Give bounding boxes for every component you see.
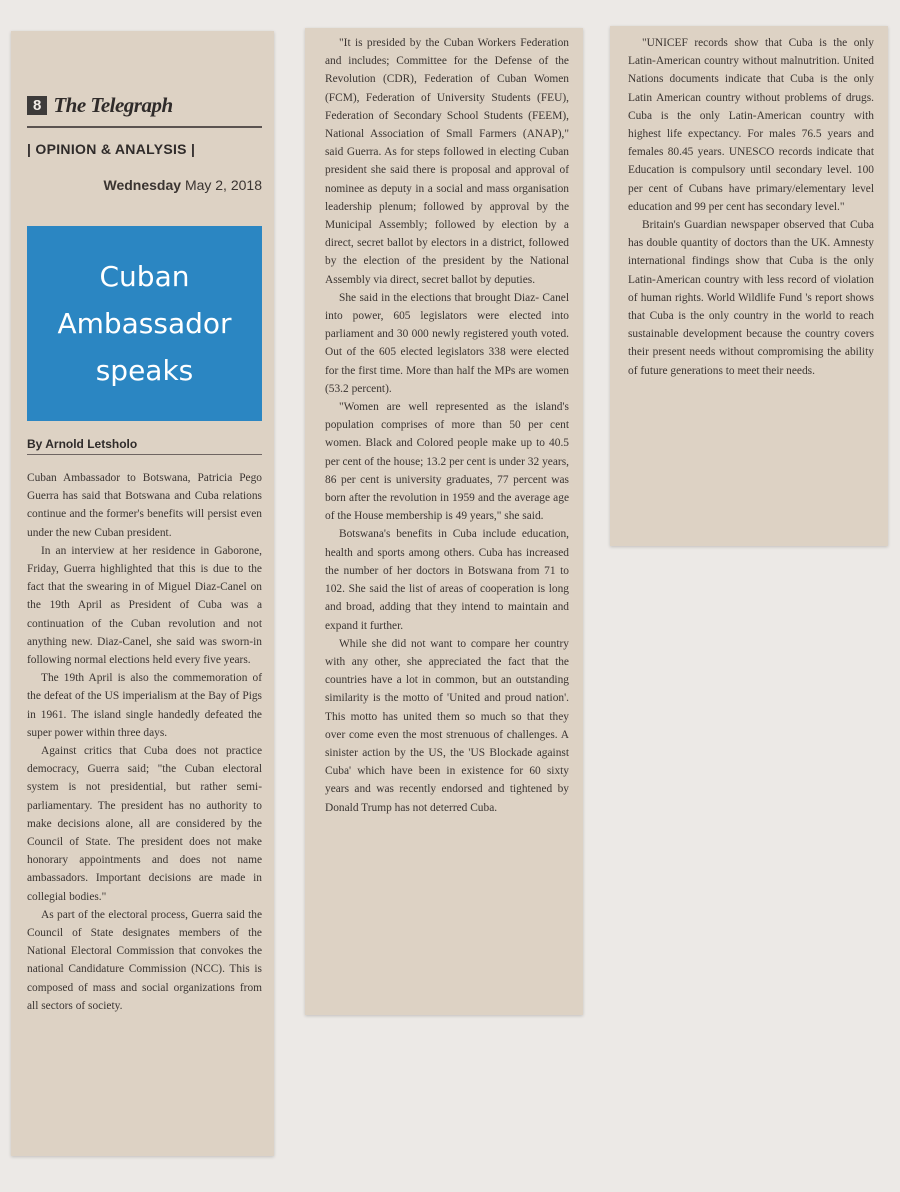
article-column-2 (325, 34, 569, 817)
paragraph: In an interview at her residence in Gaborone, Friday, Guerra highlighted that this is due to the fact that the swearing in of Miguel Diaz-Canel on the 19th April as President of Cuba was a continuation of the Cuban revolution and not anything new. Diaz-Canel, she said was sworn-in following normal elections held every five years. (27, 544, 262, 667)
page-number: 8 (27, 96, 47, 115)
headline-line-1: Cuban (99, 260, 190, 293)
paragraph: Cuban Ambassador to Botswana, Patricia Pego Guerra has said that Botswana and Cuba relations continue and the former's benefits will persist even under the new Cuban president. (27, 472, 262, 539)
date-day: Wednesday (103, 177, 182, 193)
masthead-rule (27, 126, 262, 128)
paragraph: As part of the electoral process, Guerra said the Council of State designates members of the National Electoral Commission that convokes the national Candidature Commission (NCC). This is composed of mass and social organizations from all sectors of society. (27, 908, 262, 1012)
article-column-1 (27, 469, 262, 1015)
paragraph: Britain's Guardian newspaper observed that Cuba has double quantity of doctors than the UK. Amnesty international findings show that Cuba is the only Latin-American country with less record of violation of human rights. World Wildlife Fund 's report shows that Cuba is the only country in the world to reach sustainable development because the country covers their present needs without compromising the ability of future generations to meet their needs. (628, 219, 874, 377)
headline-box (27, 226, 262, 421)
paragraph: "UNICEF records show that Cuba is the only Latin-American country without malnutrition. United Nations documents indicate that Cuba is the only Latin American country without problems of drugs. Cuba is the only Latin-American country with highest life expectancy. For males 76.5 years and females 80.45 years. UNESCO records indicate that Education is compulsory until secondary level. 100 per cent of Cubans have primary/elementary level education and 99 per cent has secondary level." (628, 37, 874, 213)
article-clipping-2 (305, 28, 583, 1015)
paragraph: The 19th April is also the commemoration of the defeat of the US imperialism at the Bay of Pigs in 1961. The island single handedly defeated the super power within three days. (27, 672, 262, 739)
paragraph: Against critics that Cuba does not practice democracy, Guerra said; "the Cuban electoral system is not presidential, but rather semi-parliamentary. The president has no authority to make decisions alone, all are considered by the Council of State. The president does not make honorary appointments and does not name ambassadors. Important decisions are made in collegial bodies." (27, 745, 262, 903)
headline-line-3: speaks (95, 354, 194, 387)
paragraph: "It is presided by the Cuban Workers Federation and includes; Committee for the Defense of the Revolution (CDR), Federation of Cuban Women (FCM), Federation of University Students (FEU), Federation of Secondary School Students (FEEM), National Association of Small Farmers (ANAP)," said Guerra. As for steps followed in electing Cuban president she said there is proposal and approval of nominee as deputy in a social and mass organisation leadership plenum; followed by approval by the Municipal Assembly; followed by election by a direct, secret ballot by electors in a district, followed by the election of the president by the National Assembly via direct, secret ballot by deputies. (325, 37, 569, 286)
publication-date (27, 177, 262, 193)
paragraph: Botswana's benefits in Cuba include education, health and sports among others. Cuba has increased the number of her doctors in Botswana from 71 to 102. She said the list of areas of cooperation is long and broad, adding that they intend to maintain and expand it further. (325, 528, 569, 632)
headline-line-2: Ambassador (57, 307, 232, 340)
newspaper-name: The Telegraph (53, 93, 173, 117)
paragraph: While she did not want to compare her country with any other, she appreciated the fact that the countries have a lot in common, but an outstanding similarity is the motto of 'United and proud nation'. This motto has united them so much so that they over come even the most strenuous of challenges. A sinister action by the US, the 'US Blockade against Cuba' which have been in existence for 60 sixty years and was recently endorsed and tightened by Donald Trump has not deterred Cuba. (325, 637, 569, 814)
paragraph: "Women are well represented as the island's population comprises of more than 50 per cent women. Black and Colored people make up to 40.5 per cent of the house; 13.2 per cent is under 32 years, 86 per cent is university graduates, 77 percent was born after the revolution in 1959 and the average age of the House membership is 49 years," she said. (325, 401, 569, 523)
article-clipping-3 (610, 26, 888, 546)
section-label: | OPINION & ANALYSIS | (27, 141, 196, 157)
article-clipping-1 (11, 31, 274, 1156)
masthead (27, 93, 262, 118)
byline: By Arnold Letsholo (27, 437, 262, 455)
date-rest: May 2, 2018 (184, 177, 262, 193)
paragraph: She said in the elections that brought Diaz- Canel into power, 605 legislators were elected into parliament and 30 000 newly registered youth voted. Out of the 605 elected legislators 338 were elected for the first time. More than half the MPs are women (53.2 percent). (325, 291, 569, 395)
article-column-3 (628, 34, 874, 380)
